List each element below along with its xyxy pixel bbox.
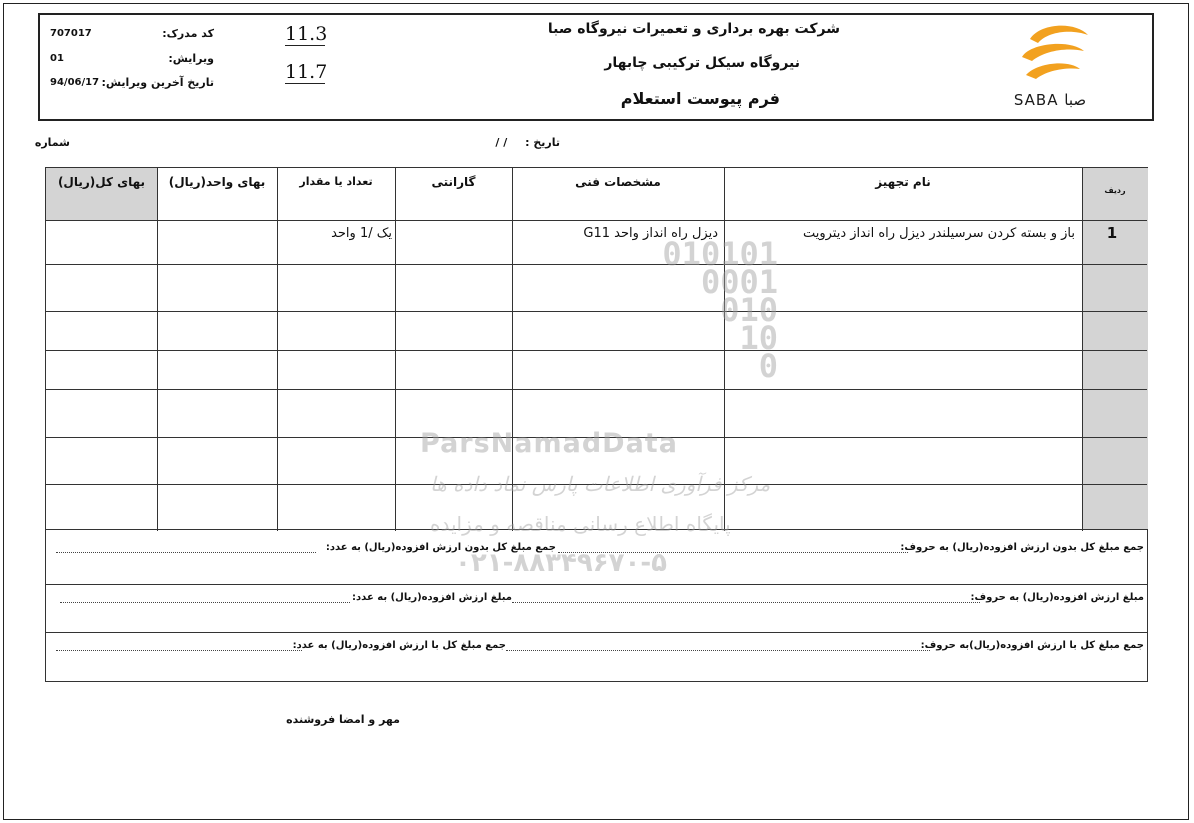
row-1-quantity: یک /1 واحد [331,226,392,241]
vat-words-label: مبلغ ارزش افزوده(ریال) به حروف: [970,592,1144,603]
document-code-value: 707017 [50,28,92,39]
total-excl-vat-digits-label: جمع مبلغ کل بدون ارزش افزوده(ریال) به عدد: [325,542,556,553]
date-label [480,136,560,149]
saba-logo-icon [1000,17,1100,89]
watermark-line-2: پایگاه اطلاع رسانی مناقصه و مزایده [430,512,731,536]
row-divider [46,389,1147,390]
revision-number-1: 11.3 [285,23,328,45]
saba-logo [1000,17,1100,107]
header-warranty: گارانتی [431,175,476,189]
row-divider [46,311,1147,312]
revision-value: 01 [50,53,64,64]
vat-words-line [512,602,980,603]
company-title: شرکت بهره برداری و تعمیرات نیروگاه صبا [547,21,840,37]
row-divider [46,350,1147,351]
total-excl-vat-words-line [558,552,908,553]
form-title: فرم پیوست استعلام [620,89,780,108]
totals-section [45,530,1148,682]
header-total-price: بهای کل(ریال) [57,175,146,189]
date-value: / / [495,136,508,149]
row-1-specs: دیزل راه انداز واحد G11 [583,226,718,241]
total-incl-vat-digits-label: جمع مبلغ کل با ارزش افزوده(ریال) به عدد: [292,640,506,651]
header-equipment: نام تجهیز [875,175,931,189]
row-divider [46,437,1147,438]
row-column-shade [1082,168,1148,529]
watermark-binary: 010101 0001 010 10 0 [662,235,778,385]
header-row-number: ردیف [1104,186,1126,195]
header-specs: مشخصات فنی [575,175,661,189]
date-label-text: تاریخ : [525,136,560,149]
number-label: شماره [34,136,70,149]
header-quantity: تعداد یا مقدار [299,175,373,188]
totals-divider [46,584,1147,585]
row-divider [46,264,1147,265]
watermark-line-1: مرکز فرآوری اطلاعات پارس نماد داده ها [430,472,771,496]
totals-divider [46,632,1147,633]
total-excl-vat-digits-line [56,552,316,553]
revision-label: ویرایش: [168,52,214,65]
document-code-label: کد مدرک: [162,27,214,40]
watermark-brand: ParsNamadData [420,428,678,459]
vat-digits-label: مبلغ ارزش افزوده(ریال) به عدد: [352,592,512,603]
last-revision-date-label: تاریخ آخرین ویرایش: [101,76,214,89]
total-incl-vat-words-line [506,650,930,651]
logo-text: SABA صبا [1013,91,1087,109]
revision-number-2: 11.7 [285,61,328,83]
row-1-number: 1 [1106,224,1118,242]
total-incl-vat-digits-line [56,650,302,651]
total-incl-vat-words-label: جمع مبلغ کل با ارزش افزوده(ریال)به حروف: [920,640,1144,651]
last-revision-date-value: 94/06/17 [50,77,100,88]
vat-digits-line [60,602,350,603]
total-excl-vat-words-label: جمع مبلغ کل بدون ارزش افزوده(ریال) به حروف: [900,542,1144,553]
document-header [38,13,1154,121]
watermark-phone: ۰۲۱-۸۸۳۴۹۶۷۰-۵ [455,548,668,578]
plant-title: نیروگاه سیکل ترکیبی چابهار [604,55,800,71]
row-1-equipment: باز و بسته کردن سرسیلندر دیزل راه انداز دیترویت [802,226,1075,241]
header-unit-price: بهای واحد(ریال) [168,175,266,189]
row-divider [46,484,1147,485]
items-table [45,167,1148,530]
row-divider [46,220,1147,221]
seller-signature-label: مهر و امضا فروشنده [286,713,400,726]
